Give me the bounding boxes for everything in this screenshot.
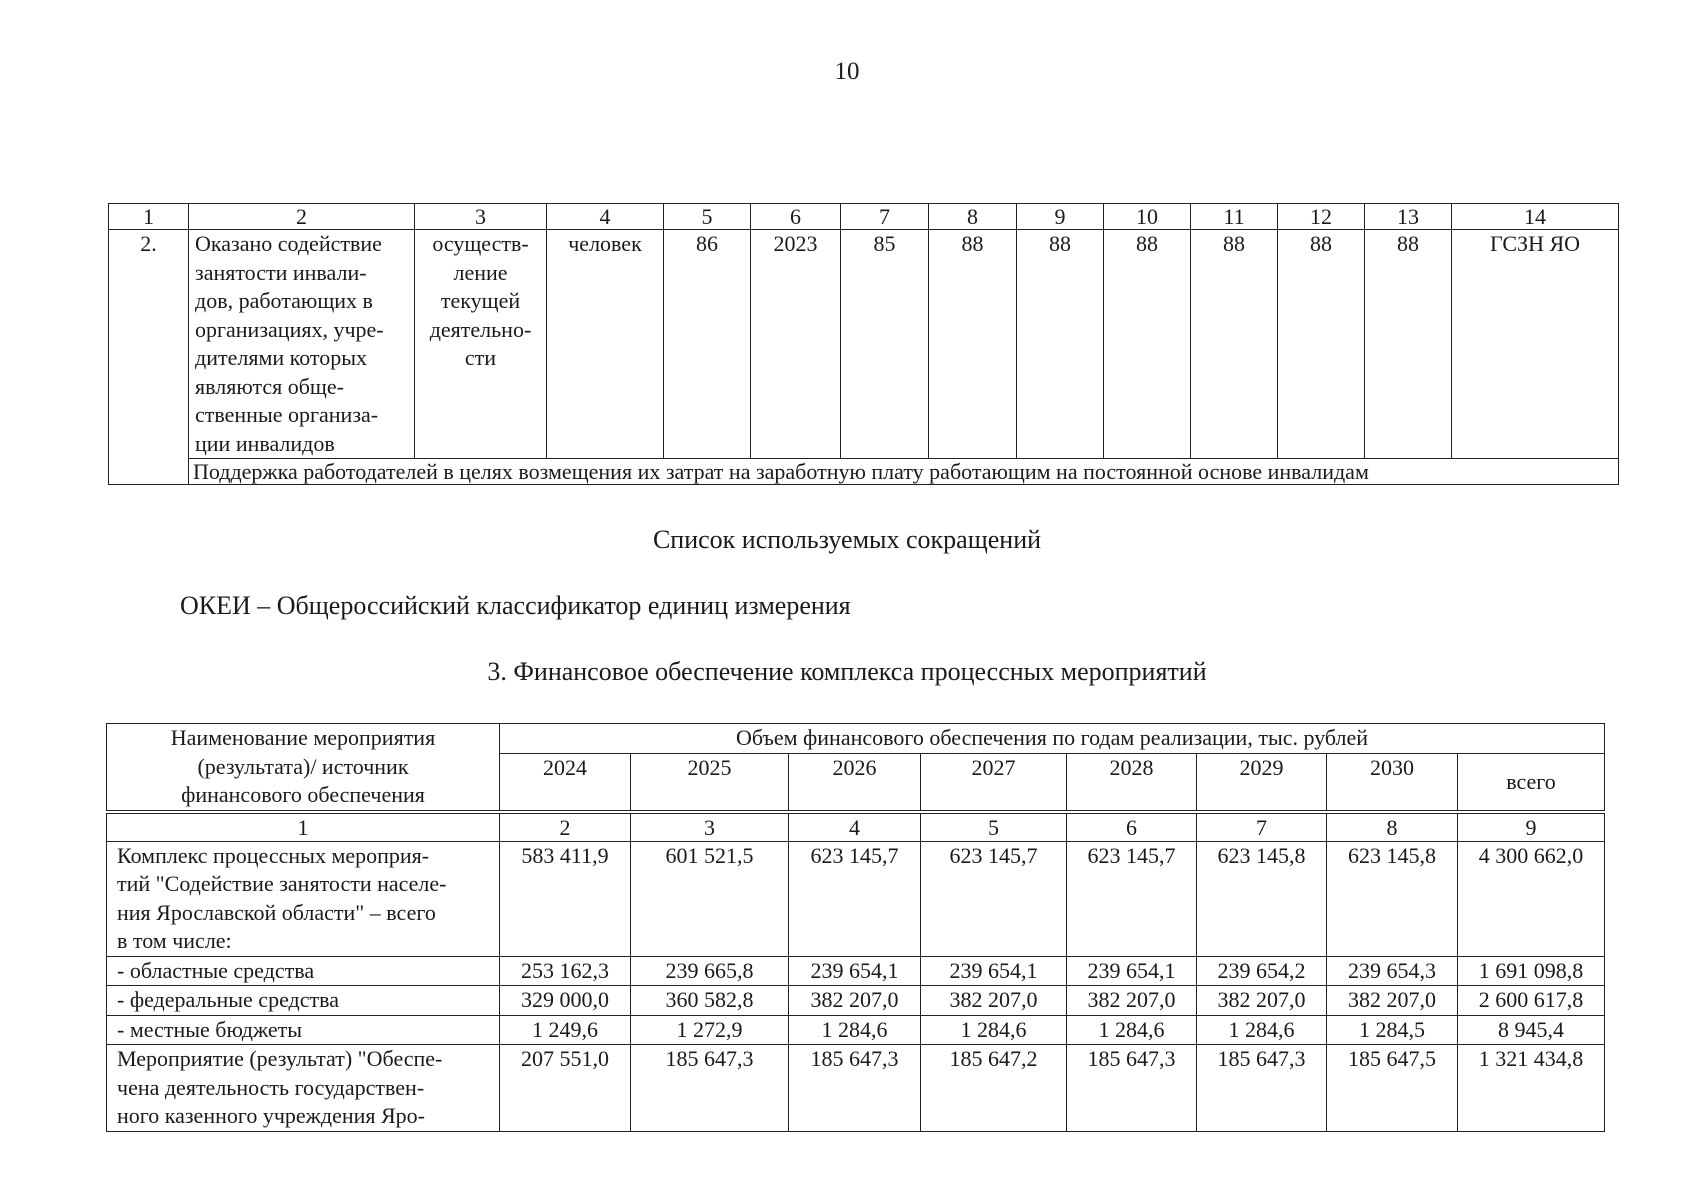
table-row: [107, 1045, 1605, 1132]
year-cell: 2027: [921, 754, 1067, 812]
row-name: - местные бюджеты: [107, 1015, 500, 1045]
amount-cell: 207 551,0: [500, 1045, 631, 1132]
year-cell: 2030: [1327, 754, 1458, 812]
col-number: 2: [500, 812, 631, 842]
amount-cell: 623 145,7: [921, 841, 1067, 956]
amount-cell: 382 207,0: [1197, 986, 1327, 1016]
amount-cell: 382 207,0: [921, 986, 1067, 1016]
amount-cell: 239 654,2: [1197, 956, 1327, 986]
amount-cell: 623 145,7: [1067, 841, 1197, 956]
row-name: - областные средства: [107, 956, 500, 986]
type-line: сти: [464, 345, 497, 370]
type-line: осуществ-: [432, 231, 529, 256]
name-line: дов, работающих в: [195, 288, 373, 313]
col-number: 4: [789, 812, 921, 842]
col-number: 12: [1278, 204, 1365, 230]
amount-cell: 623 145,8: [1197, 841, 1327, 956]
abbreviation-item: ОКЕИ – Общероссийский классификатор единиц измерения: [180, 591, 851, 620]
col-number: 9: [1017, 204, 1104, 230]
indicator-note: Поддержка работодателей в целях возмещения их затрат на заработную плату работающим на постоянной основе инвалидам: [189, 459, 1619, 485]
value-cell: 88: [1017, 230, 1104, 459]
col-number: 6: [1067, 812, 1197, 842]
name-line: дителями которых: [195, 345, 368, 370]
name-line: организациях, учре-: [195, 316, 384, 342]
abbreviations-title: Список используемых сокращений: [652, 525, 1042, 554]
head-name-line: Наименование мероприятия: [170, 725, 436, 750]
row-name-line: ного казенного учреждения Яро-: [117, 1103, 425, 1128]
row-name: - федеральные средства: [107, 986, 500, 1016]
amount-cell: 601 521,5: [631, 841, 789, 956]
indicator-row: [109, 230, 1619, 459]
amount-cell: 185 647,5: [1327, 1045, 1458, 1132]
year-cell: 2028: [1067, 754, 1197, 812]
year-cell: 2026: [789, 754, 921, 812]
amount-cell: 185 647,2: [921, 1045, 1067, 1132]
col-number: 3: [631, 812, 789, 842]
indicator-note-row: [109, 459, 1619, 485]
col-number: 6: [751, 204, 841, 230]
name-line: являются обще-: [195, 373, 344, 399]
table-row: [107, 986, 1605, 1016]
table-row: [107, 841, 1605, 956]
responsible-cell: ГСЗН ЯО: [1452, 230, 1619, 459]
value-cell: 88: [1365, 230, 1452, 459]
col-number: 9: [1458, 812, 1605, 842]
row-name-line: Комплекс процессных мероприя-: [117, 842, 430, 868]
amount-cell: 8 945,4: [1458, 1015, 1605, 1045]
amount-cell: 1 249,6: [500, 1015, 631, 1045]
row-name-line: чена деятельность государствен-: [117, 1074, 425, 1100]
amount-cell: 1 284,6: [1067, 1015, 1197, 1045]
table-row: [107, 956, 1605, 986]
col-number: 3: [415, 204, 547, 230]
name-line: ции инвалидов: [195, 430, 335, 456]
indicator-type: [415, 230, 547, 459]
amount-cell: 1 284,6: [789, 1015, 921, 1045]
amount-cell: 1 284,6: [1197, 1015, 1327, 1045]
row-name-line: в том числе:: [117, 928, 232, 953]
head-name-line: финансового обеспечения: [181, 782, 425, 807]
col-number: 8: [929, 204, 1017, 230]
amount-cell: 185 647,3: [631, 1045, 789, 1132]
col-number: 10: [1104, 204, 1191, 230]
amount-cell: 239 654,1: [1067, 956, 1197, 986]
col-number: 4: [547, 204, 664, 230]
type-line: деятельно-: [429, 316, 532, 342]
col-number: 5: [664, 204, 751, 230]
table-row: [107, 1015, 1605, 1045]
amount-cell: 185 647,3: [789, 1045, 921, 1132]
value-cell: 85: [841, 230, 929, 459]
col-number: 11: [1191, 204, 1278, 230]
amount-cell: 239 654,1: [921, 956, 1067, 986]
column-numbers-row: [107, 812, 1605, 842]
value-cell: 88: [1104, 230, 1191, 459]
page-number: 10: [834, 58, 860, 85]
amount-cell: 382 207,0: [1067, 986, 1197, 1016]
row-number: 2.: [109, 230, 189, 485]
year-cell: 2024: [500, 754, 631, 812]
amount-cell: 583 411,9: [500, 841, 631, 956]
unit-cell: человек: [547, 230, 664, 459]
amount-cell: 253 162,3: [500, 956, 631, 986]
amount-cell: 239 654,3: [1327, 956, 1458, 986]
financing-table: [106, 723, 1605, 1132]
amount-cell: 239 665,8: [631, 956, 789, 986]
amount-cell: 185 647,3: [1197, 1045, 1327, 1132]
value-cell: 88: [1278, 230, 1365, 459]
indicator-name: [189, 230, 415, 459]
row-name-line: ния Ярославской области" – всего: [117, 899, 436, 925]
row-name: [107, 1045, 500, 1132]
amount-cell: 382 207,0: [789, 986, 921, 1016]
name-line: занятости инвали-: [195, 259, 367, 285]
row-name-line: Мероприятие (результат) "Обеспе-: [117, 1046, 443, 1071]
type-line: ление: [453, 259, 508, 285]
col-number: 13: [1365, 204, 1452, 230]
amount-cell: 1 272,9: [631, 1015, 789, 1045]
amount-cell: 623 145,8: [1327, 841, 1458, 956]
amount-cell: 4 300 662,0: [1458, 841, 1605, 956]
col-number: 14: [1452, 204, 1619, 230]
value-cell: 2023: [751, 230, 841, 459]
year-cell: всего: [1458, 754, 1605, 812]
col-number: 2: [189, 204, 415, 230]
col-number: 7: [1197, 812, 1327, 842]
col-number: 1: [107, 812, 500, 842]
value-cell: 86: [664, 230, 751, 459]
row-name-line: тий "Содействие занятости населе-: [117, 871, 447, 896]
value-cell: 88: [1191, 230, 1278, 459]
amount-cell: 329 000,0: [500, 986, 631, 1016]
col-number: 5: [921, 812, 1067, 842]
financing-header-row: [107, 724, 1605, 754]
year-cell: 2025: [631, 754, 789, 812]
name-line: Оказано содействие: [195, 231, 382, 256]
amount-cell: 623 145,7: [789, 841, 921, 956]
name-line: ственные организа-: [195, 402, 379, 427]
head-name-line: (результата)/ источник: [197, 753, 409, 779]
amount-cell: 1 321 434,8: [1458, 1045, 1605, 1132]
amount-cell: 360 582,8: [631, 986, 789, 1016]
row-name: [107, 841, 500, 956]
value-cell: 88: [929, 230, 1017, 459]
head-name: [107, 724, 500, 812]
amount-cell: 1 691 098,8: [1458, 956, 1605, 986]
col-number: 7: [841, 204, 929, 230]
indicators-table: [108, 203, 1619, 485]
section-title: 3. Финансовое обеспечение комплекса процессных мероприятий: [487, 657, 1207, 686]
type-line: текущей: [440, 288, 521, 313]
indicators-header-row: [109, 204, 1619, 230]
amount-cell: 2 600 617,8: [1458, 986, 1605, 1016]
amount-cell: 1 284,5: [1327, 1015, 1458, 1045]
head-volume: Объем финансового обеспечения по годам реализации, тыс. рублей: [500, 724, 1605, 754]
year-cell: 2029: [1197, 754, 1327, 812]
col-number: 1: [109, 204, 189, 230]
amount-cell: 239 654,1: [789, 956, 921, 986]
amount-cell: 1 284,6: [921, 1015, 1067, 1045]
amount-cell: 185 647,3: [1067, 1045, 1197, 1132]
amount-cell: 382 207,0: [1327, 986, 1458, 1016]
col-number: 8: [1327, 812, 1458, 842]
